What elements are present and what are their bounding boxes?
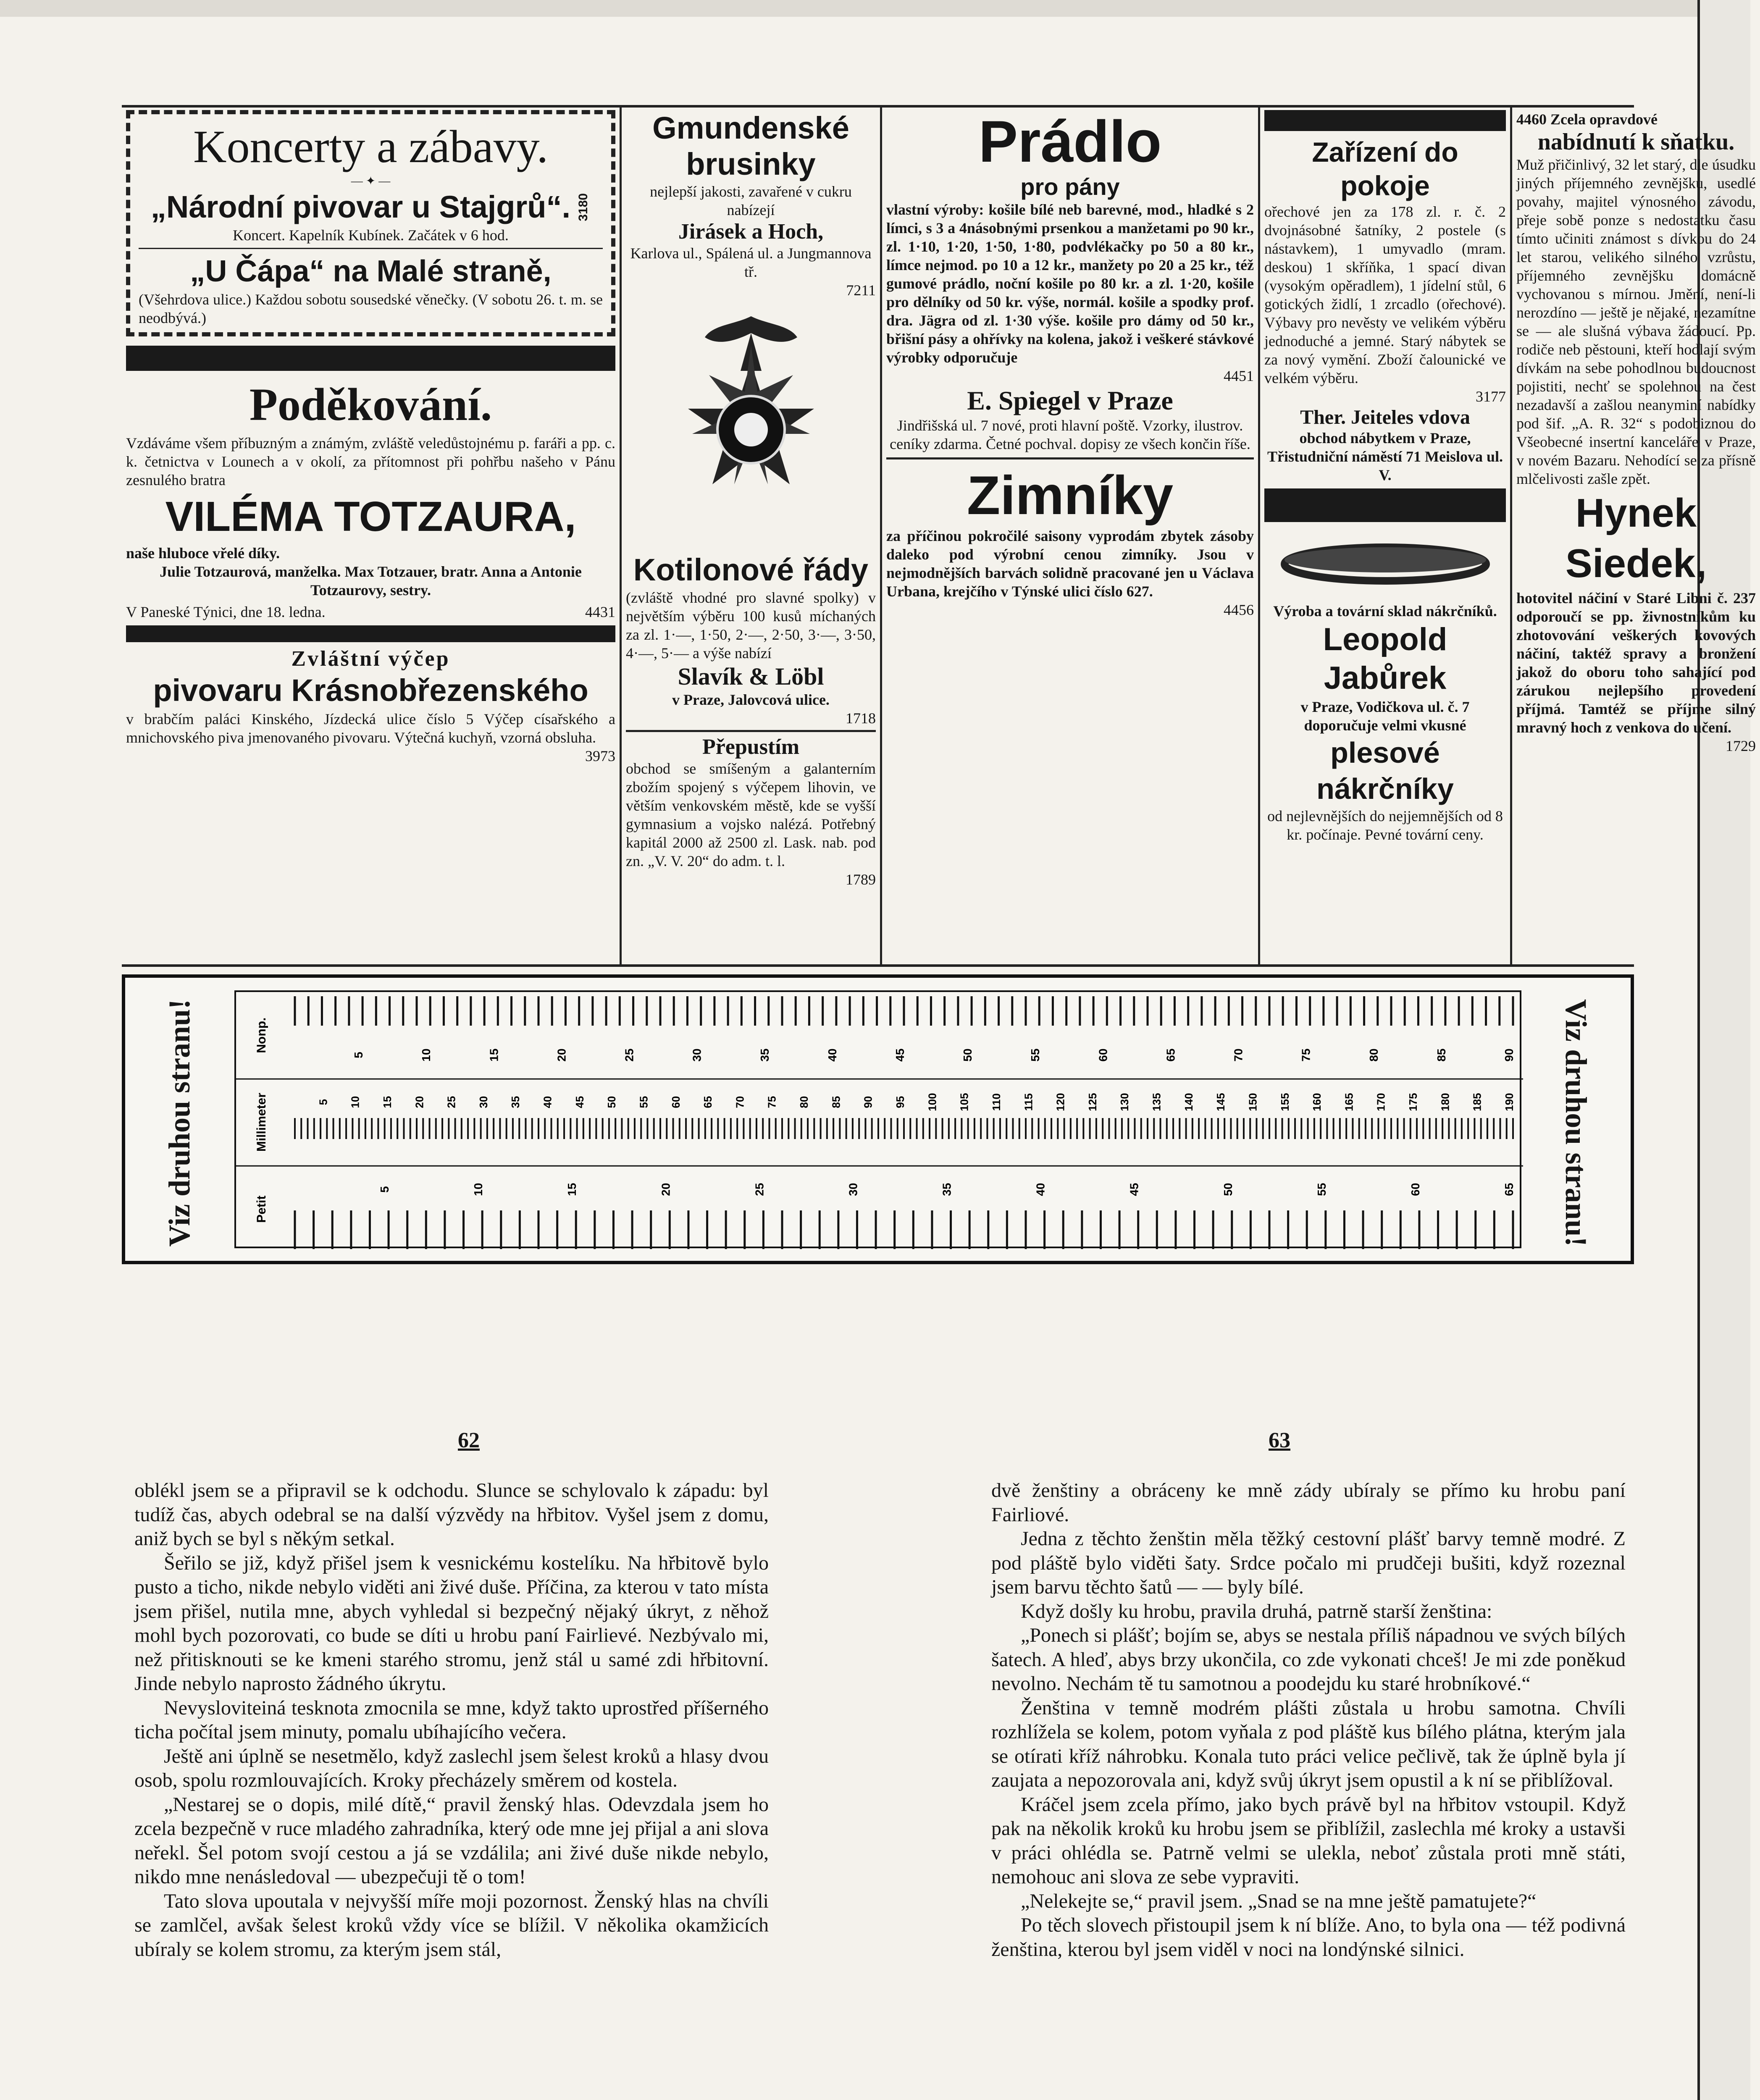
ruler-tick-label: 80 — [1367, 1048, 1380, 1062]
ruler-tick-label: 60 — [669, 1096, 682, 1108]
story-paragraph: „Ponech si plášť; bojím se, abys se nestala příliš nápadnou ve svých bílých šatech. A hleď, abys brzy ukončila, co zde vykonati chceš! Je mi zde poněkud nevolno. Nechám tě tu samotnou a poodejdu ku staré hrobníkové.“ — [991, 1624, 1626, 1695]
ruler-tick-label: 100 — [926, 1093, 939, 1111]
pradlo-number: 4451 — [1224, 368, 1254, 384]
necktie-production: Výroba a tovární sklad nákrčníků. — [1273, 603, 1497, 620]
furniture-text: ořechové jen za 178 zl. r. č. 2 dvojnásobné šatníky, 2 postele (s nástavkem), 1 umyvadlo (mram. deskou) 1 skříňka, 1 spací divan (vysokým opěradlem), 1 jídelní stůl, 6 gotických židlí, 1 zrcadlo (ořechové). Výbavy pro nevěsty ve velikém výběru jednoduché a jemné. Starý nábytek se za nový vymění. Zboží čalounické ve velkém výběru. — [1264, 203, 1506, 386]
ruler-tick-label: 55 — [637, 1096, 650, 1108]
ornament-icon: — ✦ — — [351, 175, 391, 188]
ruler-tick-label: 50 — [605, 1096, 618, 1108]
story-paragraph: Ženština v temně modrém plášti zůstala u hrobu samotna. Chvíli rozhlížela se kolem, potom vyňala z pod pláště kus bílého plátna, kterým jala se otírati kříž náhrobku. Konala tuto práci velice pečlivě, tak že úplně byla jí zaujata a nepozorovala ani, když svůj úkryt jsem opustil a k ní se přiblížoval. — [991, 1696, 1626, 1791]
ruler-tick-label: 10 — [420, 1048, 433, 1062]
ruler-tick-label: 95 — [894, 1096, 906, 1108]
vycep-brewery: pivovaru Krásnobřezenského — [153, 673, 588, 708]
u-capa-text: (Všehrdova ulice.) Každou sobotu sousedské věnečky. (V sobotu 26. t. m. se neodbývá.) — [139, 291, 603, 326]
story-paragraph: Tato slova upoutala v nejvyšší míře moji pozornost. Ženský hlas na chvíli se zamlčel, avšak šelest kroků vždy více se blížil. V několika okamžicích ubíraly se kolem stromu, za kterým jsem stál, — [134, 1890, 769, 1961]
vycep-title: Zvláštní výčep — [291, 647, 450, 671]
ruler-tick-label: 185 — [1471, 1093, 1484, 1111]
ruler-tick-label: 175 — [1407, 1093, 1420, 1111]
scan-top-edge — [0, 0, 1750, 17]
concerts-title: Koncerty a zábavy. — [193, 121, 548, 172]
story-paragraph: oblékl jsem se a připravil se k odchodu. Slunce se schylovalo k západu: byl tudíž čas, abych odebral se na další výzvědy na hřbitov. Vyšel jsem z domu, aniž bych se byl s někým setkal. — [134, 1479, 769, 1550]
ruler-tick-label: 145 — [1214, 1093, 1227, 1111]
ruler-tick-label: 25 — [753, 1183, 766, 1196]
story-paragraph: „Nestarej se o dopis, milé dítě,“ pravil ženský hlas. Odevzdala jsem ho zcela bezpečně v ruce mladého zahradníka, který ode mne jej přijal a ani slova neřekl. Šel potom svojí cestou a já se vzdálila; ani živé duše nikde nebylo, nikdo mne nenásledoval — ubezpečuji tě o tom! — [134, 1793, 769, 1888]
ruler-tick-label: 5 — [317, 1099, 330, 1105]
ruler-tick-label: 15 — [381, 1096, 394, 1108]
marriage-title: nabídnutí k sňatku. — [1537, 129, 1735, 155]
story-paragraph: dvě ženštiny a obráceny ke mně zády ubíraly se přímo ku hrobu paní Fairliové. — [991, 1479, 1626, 1526]
ruler-tick-label: 45 — [1127, 1183, 1141, 1196]
ruler-tick-label: 140 — [1182, 1093, 1195, 1111]
ad-column-5 — [1512, 108, 1760, 964]
ruler-tick-label: 75 — [1299, 1048, 1313, 1062]
ruler-tick-label: 15 — [565, 1183, 579, 1196]
story-paragraph: Ještě ani úplně se nesetmělo, když zaslechl jsem šelest kroků a hlasy dvou osob, spolu rozmlouvajících. Kroky přecházely směrem od kostela. — [134, 1745, 769, 1791]
jaburek-product: plesové nákrčníky — [1316, 736, 1454, 805]
thanks-line: naše hluboce vřelé díky. — [126, 545, 280, 562]
ruler-tick-label: 190 — [1503, 1093, 1516, 1111]
ruler-tick-label: 85 — [830, 1096, 843, 1108]
type-ruler — [122, 974, 1634, 1264]
ad-column-4 — [1260, 108, 1512, 964]
ruler-tick-label: 65 — [1164, 1048, 1177, 1062]
ruler-tick-label: 35 — [509, 1096, 522, 1108]
marriage-head — [1516, 110, 1756, 129]
narodni-pivovar-name: „Národní pivovar u Stajgrů“. — [150, 189, 571, 224]
ruler-tick-label: 40 — [1034, 1183, 1047, 1196]
story-text-right — [991, 1478, 1626, 1961]
story-paragraph: Když došly ku hrobu, pravila druhá, patrně starší ženština: — [1021, 1600, 1492, 1622]
ruler-row-label: Millimeter — [255, 1092, 268, 1152]
thanks-title: Poděkování. — [249, 379, 492, 430]
ruler-tick-label: 90 — [862, 1096, 875, 1108]
order-star-icon — [626, 299, 876, 551]
ruler-tick-label: 50 — [1221, 1183, 1235, 1196]
brusinky-address: Karlova ul., Spálená ul. a Jungmannova tř. — [630, 245, 872, 280]
zimniky-text: za příčinou pokročilé saisony vyprodám zbytek zásoby daleko pod výrobní cenou zimníky. Jsou v nejmodnějších barvách solidně pracované jen u Václava Urbana, krejčího v Týnské ulici číslo 627. — [886, 528, 1254, 600]
story-paragraph: Kráčel jsem zcela přímo, jako bych právě byl na hřbitov vstoupil. Když pak na několik kroků ku hrobu jsem se přiblížil, zaslechla mé kroky a ustavši v práci ohlédla se. Patrně velmi se ulekla, neboť zůstala proti mně státi, nemohouc ani slova ze sebe vypraviti. — [991, 1793, 1626, 1888]
furniture-title: Zařízení do pokoje — [1312, 136, 1458, 201]
ruler-tick-label: 170 — [1374, 1093, 1387, 1111]
place-date: V Paneské Týnici, dne 18. ledna. — [126, 604, 326, 620]
kotilon-text: (zvláště vhodné pro slavné spolky) v největším výběru 100 kusů míchaných za zl. 1·—, 1·50, 2·—, 2·50, 3·—, 3·50, 4·—, 5·— a výše nabízí — [626, 589, 876, 662]
siedek-text: hotovitel náčiní v Staré Libni č. 237 odporoučí se pp. živnostníkům ku zhotovování veškerých kovových náčiní, taktéž spravy a bronžení jakož do oboru toho sahající pod zárukou nejlepšího provedení příjmá. Tamtéž se příjme silný mravný hoch z venkova do učení. — [1516, 590, 1756, 736]
ruler-tick-label: 30 — [477, 1096, 490, 1108]
thanks-text: Vzdáváme všem příbuzným a známým, zvláště veledůstojnému p. faráři a pp. c. k. četnictva v Lounech a v okolí, za přítomnost při pohřbu našeho v Pánu zesnulého bratra — [126, 435, 615, 488]
ruler-row-label: Nonp. — [255, 1017, 268, 1053]
mourning-bar-bottom — [126, 625, 615, 642]
ruler-right-label: Viz druhou stranu! — [1559, 999, 1593, 1247]
story-paragraph: Šeřilo se již, když přišel jsem k vesnickému kostelíku. Na hřbitově bylo pusto a ticho, nikde nebylo viděti ani živé duše. Příčina, za kterou v tato místa jsem přišel, nutila mne, abych vyhledal si bezpečný nějaký úkryt, z něhož mohl bych pozorovati, co bude se díti u hrobu paní Fairlievé. Nezbývalo mi, než přitisknouti se ke kmeni starého stromu, jenž stál u samé zdi hřbitovní. Jinde nebylo naprosto žádného úkrytu. — [134, 1551, 769, 1695]
jeiteles-text: obchod nábytkem v Praze, Třistudniční náměstí 71 Meislova ul. V. — [1267, 430, 1503, 483]
u-capa-name: „U Čápa“ na Malé straně, — [190, 255, 552, 288]
pradlo-text: vlastní výroby: košile bílé neb barevné, mod., hladké s 2 límci, s 3 a 4násobnými prsenkou a manžetami po 90 kr., zl. 1·10, 1·20, 1·50, 1·80, podvlékačky po 50 a 80 kr., límce nejmod. po 10 a 12 kr., manžety po 20 a 25 kr., též gumové prádlo, noční košile po 80 kr. a zl. 1·20, košile pro dělníky od 50 kr. výše, normál. košile a spodky prof. dra. Jägra od zl. 1·30 výše. košile pro dámy od 50 kr., břišní pásy a ohřívky na kolena, jakož i veškeré stávkové výrobky odporučuje — [886, 201, 1254, 366]
ruler-scale — [234, 990, 1521, 1248]
ruler-tick-label: 50 — [961, 1048, 975, 1062]
brusinky-title: Gmundenské brusinky — [652, 110, 849, 181]
kotilon-title: Kotilonové řády — [633, 552, 869, 587]
necktie-collar-icon — [1264, 526, 1506, 602]
zimniky-title: Zimníky — [967, 465, 1174, 526]
place-ref-number: 4431 — [585, 604, 615, 620]
ad-column-2 — [622, 108, 882, 964]
ruler-tick-label: 135 — [1150, 1093, 1163, 1111]
prepustim-text: obchod se smíšeným a galanterním zbožím spojený s výčepem lihovin, ve větším venkovském městě, kde se vyšší gymnasium a vojsko nalézá. Potřebný kapitál 2000 až 2500 zl. Lask. nab. pod zn. „V. V. 20“ do adm. t. l. — [626, 760, 876, 869]
kotilon-number: 1718 — [846, 710, 876, 727]
ruler-tick-label: 20 — [555, 1048, 568, 1062]
advertisement-block — [122, 105, 1756, 967]
ruler-tick-label: 55 — [1029, 1048, 1042, 1062]
brusinky-text: nejlepší jakosti, zavařené v cukru nabízejí — [650, 183, 852, 218]
ruler-tick-label: 60 — [1408, 1183, 1422, 1196]
kotilon-address: v Praze, Jalovcová ulice. — [672, 691, 830, 708]
siedek-number: 1729 — [1726, 738, 1756, 754]
concert-info: Koncert. Kapelník Kubínek. Začátek v 6 hod. — [233, 227, 509, 244]
deceased-name: VILÉMA TOTZAURA, — [165, 493, 576, 540]
signers: Julie Totzaurová, manželka. Max Totzauer, bratr. Anna a Antonie Totzaurovy, sestry. — [160, 563, 582, 598]
necktie-bar — [1264, 488, 1506, 522]
ad-column-3 — [882, 108, 1260, 964]
ruler-tick-label: 125 — [1086, 1093, 1099, 1111]
ruler-tick-label: 110 — [990, 1093, 1003, 1111]
ruler-tick-label: 20 — [413, 1096, 426, 1108]
ruler-tick-label: 35 — [758, 1048, 771, 1062]
page-number-left: 62 — [458, 1428, 480, 1452]
story-text-left — [134, 1478, 769, 1961]
ruler-tick-label: 5 — [352, 1052, 365, 1058]
ruler-tick-label: 25 — [445, 1096, 458, 1108]
prepustim-title: Přepustím — [702, 735, 800, 759]
ruler-tick-label: 40 — [541, 1096, 554, 1108]
narodni-pivovar-number: 3180 — [576, 193, 591, 221]
ruler-tick-label: 15 — [487, 1048, 501, 1062]
ruler-tick-label: 65 — [701, 1096, 715, 1108]
ruler-tick-label: 130 — [1118, 1093, 1131, 1111]
ruler-tick-label: 90 — [1503, 1048, 1516, 1062]
prepustim-number: 1789 — [846, 871, 876, 888]
furniture-number: 3177 — [1476, 388, 1506, 405]
ruler-tick-label: 40 — [825, 1048, 839, 1062]
ruler-tick-label: 75 — [765, 1096, 778, 1108]
ruler-left-label: Viz druhou stranu! — [163, 999, 197, 1247]
marriage-text: Muž přičinlivý, 32 let starý, dle úsudku jiných příjemného zevnějšku, usedlé povahy, majitel výnosného závodu, přeje sobě ponze s nedostatku času tímto učiniti známost s dívkou do 24 let starou, velikého silného vzrůstu, příjemného zevnějšku domácně vychovanou s mírnou. Jmění, není-li nerozdíno — ještě je nějaké, nezamítne se — ale slušná výbava žádoucí. Pp. rodiče neb pěstouni, kteří hodlají svým dívkám na sebe pohodlnou budoucnost pojistiti, nechť se spolehnou na čest nezadavší a zašlou neanyminí nabídky pod šif. „A. R. 32“ s podobiznou do Všeobecné insertní kanceláře v Praze, v novém Bazaru. Nehodící se za přísně mlčelivosti zašle zpět. — [1516, 156, 1756, 487]
ruler-tick-label: 180 — [1439, 1093, 1452, 1111]
ruler-tick-label: 20 — [659, 1183, 672, 1196]
pradlo-title: Prádlo — [978, 108, 1162, 174]
ruler-tick-label: 65 — [1503, 1183, 1516, 1196]
jeiteles-firm: Ther. Jeiteles vdova — [1300, 406, 1470, 428]
furniture-bar — [1264, 110, 1506, 131]
ruler-tick-label: 45 — [893, 1048, 906, 1062]
zimniky-number: 4456 — [1224, 601, 1254, 618]
ruler-tick-label: 30 — [846, 1183, 860, 1196]
ruler-tick-label: 150 — [1246, 1093, 1259, 1111]
marriage-head-text: Zcela opravdové — [1550, 111, 1658, 128]
jaburek-tail: od nejlevnějších do nejjemnějších od 8 kr. počínaje. Pevné tovární ceny. — [1267, 808, 1503, 843]
story-paragraph: Po těch slovech přistoupil jsem k ní blíže. Ano, to byla ona — též podivná ženština, kterou byl jsem viděl v noci na londýnské silnici. — [991, 1914, 1626, 1961]
ruler-tick-label: 30 — [690, 1048, 704, 1062]
ruler-tick-label: 70 — [733, 1096, 746, 1108]
brusinky-number: 7211 — [846, 282, 876, 299]
ruler-tick-label: 80 — [798, 1096, 811, 1108]
ruler-tick-label: 60 — [1096, 1048, 1110, 1062]
ruler-tick-label: 55 — [1315, 1183, 1328, 1196]
ruler-tick-label: 120 — [1054, 1093, 1067, 1111]
ruler-tick-label: 10 — [349, 1096, 362, 1108]
ruler-tick-label: 25 — [623, 1048, 636, 1062]
spiegel-firm: E. Spiegel v Praze — [967, 386, 1173, 415]
vycep-text: v brabčím paláci Kinského, Jízdecká ulice číslo 5 Výčep císařského a mnichovského piva jmenovaného pivovaru. Výtečná kuchyň, vzorná obsluha. — [126, 711, 615, 746]
marriage-head-number: 4460 — [1516, 111, 1547, 128]
story-paragraph: „Nelekejte se,“ pravil jsem. „Snad se na mne ještě pamatujete?“ — [1021, 1890, 1537, 1912]
ruler-tick-label: 160 — [1311, 1093, 1324, 1111]
jaburek-address: v Praze, Vodičkova ul. č. 7 doporučuje velmi vkusné — [1300, 698, 1470, 734]
pradlo-subtitle: pro pány — [1020, 173, 1120, 200]
ruler-tick-label: 115 — [1022, 1093, 1035, 1111]
ruler-tick-label: 45 — [573, 1096, 586, 1108]
ruler-tick-label: 105 — [958, 1093, 971, 1111]
story-paragraph: Nevysloviteiná tesknota zmocnila se mne, když takto uprostřed příšerného ticha počítal jsem minuty, pomalu ubíhajícího večera. — [134, 1696, 769, 1743]
ruler-tick-label: 70 — [1232, 1048, 1245, 1062]
brusinky-firm: Jirásek a Hoch, — [678, 220, 824, 244]
story-paragraph: Jedna z těchto ženštin měla těžký cestovní plášť barvy temně modré. Z pod pláště bylo viděti šaty. Srdce počalo mi prudčeji bušiti, když rozeznal jsem barvu těchto šatů — — byly bílé. — [991, 1528, 1626, 1598]
jaburek-name: Leopold Jabůrek — [1323, 622, 1447, 696]
ruler-row-label: Petit — [255, 1195, 268, 1223]
ruler-tick-label: 165 — [1342, 1093, 1355, 1111]
vycep-ref-number: 3973 — [585, 748, 615, 764]
ruler-tick-label: 10 — [472, 1183, 485, 1196]
page-number-right: 63 — [1269, 1428, 1290, 1452]
siedek-name: Hynek Siedek, — [1565, 491, 1707, 586]
ruler-tick-label: 5 — [378, 1186, 391, 1193]
mourning-bar — [126, 346, 615, 371]
ad-column-1 — [122, 108, 622, 964]
ruler-tick-label: 155 — [1278, 1093, 1291, 1111]
ruler-tick-label: 85 — [1434, 1048, 1448, 1062]
ruler-svg — [236, 992, 1523, 1253]
kotilon-firm: Slavík & Löbl — [678, 663, 824, 690]
ruler-tick-label: 35 — [940, 1183, 954, 1196]
spiegel-address: Jindřišská ul. 7 nové, proti hlavní poště. Vzorky, ilustrov. ceníky zdarma. Četné pochval. dopisy ze všech končin říše. — [890, 417, 1250, 452]
concerts-ad — [126, 110, 615, 336]
